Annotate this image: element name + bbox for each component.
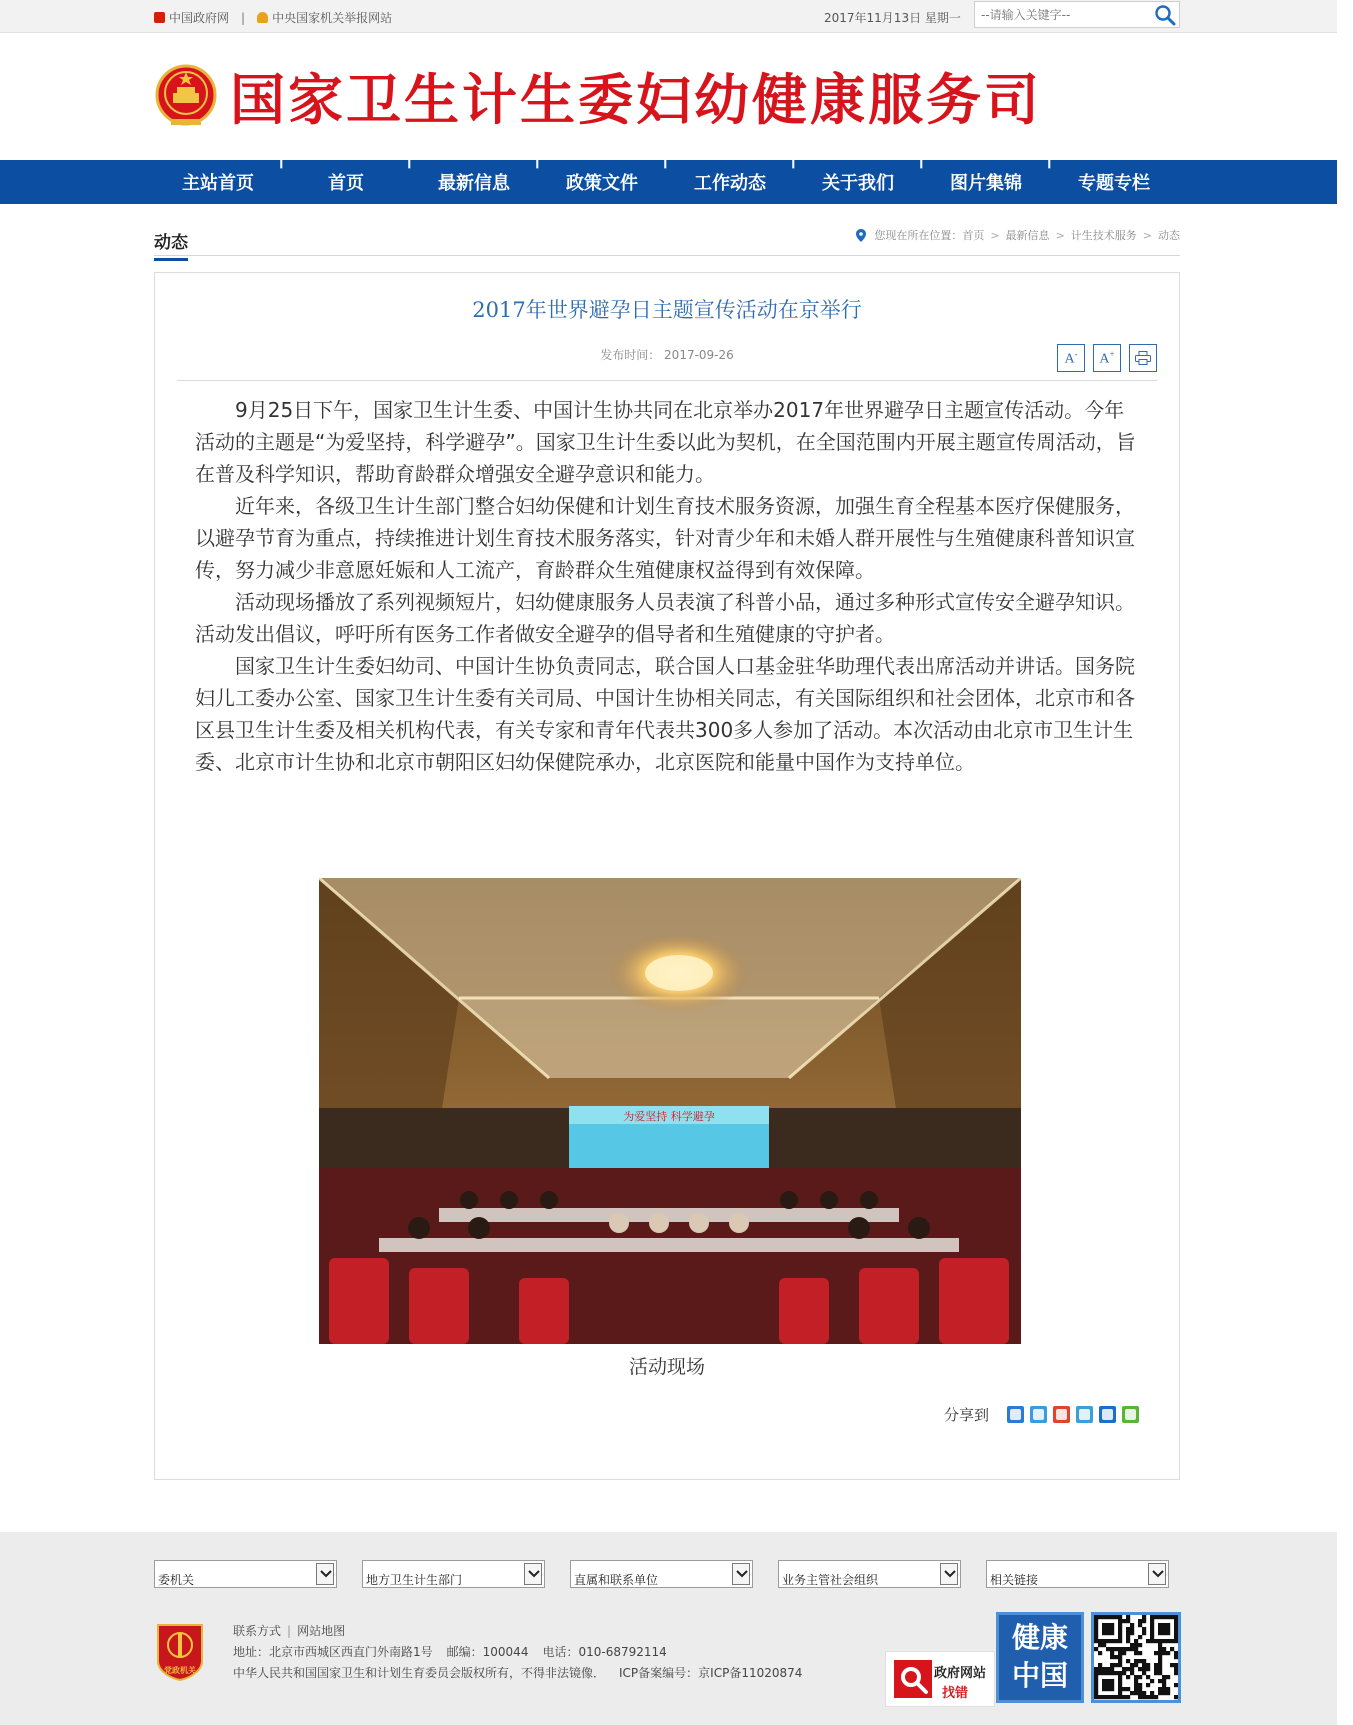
share-qzone-icon[interactable]	[1030, 1406, 1047, 1423]
national-emblem-icon	[155, 63, 217, 129]
breadcrumb-separator: >	[1055, 228, 1065, 242]
event-photo	[319, 878, 1021, 1344]
footer-phone: 电话：010-68792114	[542, 1645, 667, 1659]
article-paragraph: 9月25日下午，国家卫生计生委、中国计生协共同在北京举办2017年世界避孕日主题宣传活动。今年活动的主题是“为爱坚持，科学避孕”。国家卫生计生委以此为契机，在全国范围内开展主题宣传周活动，旨在普及科学知识，帮助育龄群众增强安全避孕意识和能力。	[195, 398, 1136, 486]
article-divider	[177, 380, 1157, 381]
nav-separator: |	[1046, 148, 1053, 169]
share-weibo-icon[interactable]	[1053, 1406, 1070, 1423]
nav-separator: |	[790, 148, 797, 169]
party-gov-org-emblem-icon[interactable]	[154, 1621, 206, 1681]
breadcrumb-home[interactable]: 首页	[962, 229, 985, 242]
nav-separator: |	[278, 148, 285, 169]
font-increase-icon: A+	[1099, 348, 1115, 367]
publish-label: 发布时间：	[600, 348, 661, 362]
breadcrumb-news[interactable]: 动态	[1158, 229, 1180, 242]
search-button[interactable]	[1153, 3, 1177, 27]
article-title: 2017年世界避孕日主题宣传活动在京举行	[472, 298, 862, 322]
top-bar	[0, 0, 1337, 33]
share-bar	[944, 1404, 1139, 1425]
printer-icon	[1135, 351, 1151, 365]
font-decrease-button[interactable]	[1057, 344, 1085, 372]
nav-separator: |	[534, 148, 541, 169]
article-tools	[1057, 344, 1157, 372]
article-meta	[155, 346, 1179, 363]
link-gov-portal[interactable]: 中国政府网	[169, 11, 230, 25]
gov-site-error-report-badge[interactable]	[885, 1651, 995, 1707]
search-box	[974, 1, 1180, 28]
chevron-down-icon	[940, 1563, 958, 1585]
chevron-down-icon	[1148, 1563, 1166, 1585]
nav-item-main-home[interactable]: 主站首页	[182, 173, 254, 194]
select-commission[interactable]	[154, 1560, 337, 1588]
qr-code	[1091, 1612, 1181, 1703]
top-link-separator: |	[241, 10, 246, 25]
health-china-badge[interactable]	[996, 1612, 1084, 1703]
nav-separator: |	[662, 148, 669, 169]
location-pin-icon	[856, 229, 866, 242]
select-value: 相关链接	[990, 1573, 1039, 1587]
main-nav	[0, 148, 1337, 204]
nav-item-policy[interactable]: 政策文件	[566, 173, 638, 194]
article-paragraph: 活动现场播放了系列视频短片，妇幼健康服务人员表演了科普小品，通过多种形式宣传安全避孕知识。活动发出倡议，呼吁所有医务工作者做安全避孕的倡导者和生殖健康的守护者。	[195, 590, 1135, 646]
breadcrumb-latest[interactable]: 最新信息	[1005, 229, 1050, 242]
breadcrumb-separator: >	[990, 228, 1000, 242]
font-decrease-icon: A-	[1064, 348, 1078, 367]
badge-jiucuo-line1: 政府网站	[934, 1666, 987, 1681]
chevron-down-icon	[316, 1563, 334, 1585]
search-input[interactable]	[975, 2, 1145, 27]
nav-item-latest[interactable]: 最新信息	[438, 173, 510, 194]
footer-postcode: 邮编：100044	[446, 1645, 529, 1659]
share-tencent-weibo-icon[interactable]	[1076, 1406, 1093, 1423]
chevron-down-icon	[732, 1563, 750, 1585]
share-label: 分享到	[943, 1406, 989, 1424]
footer-icp: ICP备案编号：京ICP备11020874	[619, 1666, 803, 1680]
nav-item-work-news[interactable]: 工作动态	[694, 173, 766, 194]
magnifier-icon	[1153, 3, 1177, 27]
badge-health-line1: 健康	[1011, 1621, 1068, 1654]
nav-item-home[interactable]: 首页	[328, 173, 364, 194]
badge-health-line2: 中国	[1011, 1659, 1068, 1692]
article-paragraph: 国家卫生计生委妇幼司、中国计生协负责同志，联合国人口基金驻华助理代表出席活动并讲话。国务院妇儿工委办公室、国家卫生计生委有关司局、中国计生协相关同志，有关国际组织和社会团体，北京市和各区县卫生计生委及相关机构代表，有关专家和青年代表共300多人参加了活动。本次活动由北京市卫生计生委、北京市计生协和北京市朝阳区妇幼保健院承办，北京医院和能量中国作为支持单位。	[195, 654, 1135, 774]
top-links	[154, 9, 392, 26]
select-local-departments[interactable]	[362, 1560, 545, 1588]
select-value: 地方卫生计生部门	[366, 1573, 463, 1587]
select-value: 直属和联系单位	[574, 1573, 659, 1587]
article-paragraph: 近年来，各级卫生计生部门整合妇幼保健和计划生育技术服务资源，加强生育全程基本医疗保健服务，以避孕节育为重点，持续推进计划生育技术服务落实，针对青少年和未婚人群开展性与生殖健康科普知识宣传，努力减少非意愿妊娠和人工流产，育龄群众生殖健康权益得到有效保障。	[195, 494, 1135, 582]
magnifier-icon	[894, 1660, 932, 1698]
badge-jiucuo-line2: 找错	[942, 1686, 969, 1701]
footer-link-selects	[154, 1560, 1180, 1588]
footer-link-contact[interactable]: 联系方式	[233, 1624, 282, 1638]
footer-link-separator: |	[287, 1624, 292, 1638]
footer-link-sitemap[interactable]: 网站地图	[297, 1624, 346, 1638]
select-social-organizations[interactable]	[778, 1560, 961, 1588]
nav-separator: |	[406, 148, 413, 169]
photo-caption: 活动现场	[628, 1356, 705, 1378]
link-report-site[interactable]: 中央国家机关举报网站	[272, 11, 393, 25]
font-increase-button[interactable]	[1093, 344, 1121, 372]
report-bell-icon	[257, 12, 268, 23]
footer-copyright: 中华人民共和国国家卫生和计划生育委员会版权所有，不得非法镜像．	[233, 1666, 606, 1680]
chevron-down-icon	[524, 1563, 542, 1585]
nav-separator: |	[918, 148, 925, 169]
top-bar-inner	[154, 0, 1180, 33]
nav-item-about[interactable]: 关于我们	[822, 173, 894, 194]
select-affiliated-units[interactable]	[570, 1560, 753, 1588]
publish-date: 2017-09-26	[664, 348, 734, 362]
share-more-icon[interactable]	[1007, 1406, 1024, 1423]
footer-text	[233, 1621, 802, 1684]
stage-banner-text: 为爱坚持 科学避孕	[623, 1110, 715, 1123]
breadcrumb	[856, 227, 1180, 243]
site-title: 国家卫生计生委妇幼健康服务司	[230, 68, 1043, 132]
emblem-caption: 党政机关	[164, 1666, 196, 1675]
print-button[interactable]	[1129, 344, 1157, 372]
site-header	[0, 33, 1337, 160]
breadcrumb-label: 您现在所在位置：	[874, 229, 963, 242]
breadcrumb-tech-service[interactable]: 计生技术服务	[1070, 229, 1137, 242]
site-footer	[0, 1532, 1337, 1725]
select-value: 委机关	[158, 1573, 195, 1587]
section-head	[154, 218, 1180, 256]
current-date: 2017年11月13日 星期一	[824, 11, 961, 25]
main-nav-list	[154, 148, 1178, 204]
share-renren-icon[interactable]	[1099, 1406, 1116, 1423]
nav-item-topics[interactable]: 专题专栏	[1078, 173, 1150, 194]
select-related-links[interactable]	[986, 1560, 1169, 1588]
gov-flag-icon	[154, 12, 165, 23]
qr-code-pattern	[1094, 1615, 1178, 1700]
select-value: 业务主管社会组织	[782, 1573, 879, 1587]
nav-item-gallery[interactable]: 图片集锦	[950, 173, 1022, 194]
breadcrumb-separator: >	[1142, 228, 1152, 242]
section-title: 动态	[154, 228, 188, 261]
footer-address: 地址：北京市西城区西直门外南路1号	[233, 1645, 433, 1659]
share-wechat-icon[interactable]	[1122, 1406, 1139, 1423]
article-body	[195, 394, 1141, 778]
event-photo-illustration	[319, 878, 1021, 1344]
article-box	[154, 272, 1180, 1480]
